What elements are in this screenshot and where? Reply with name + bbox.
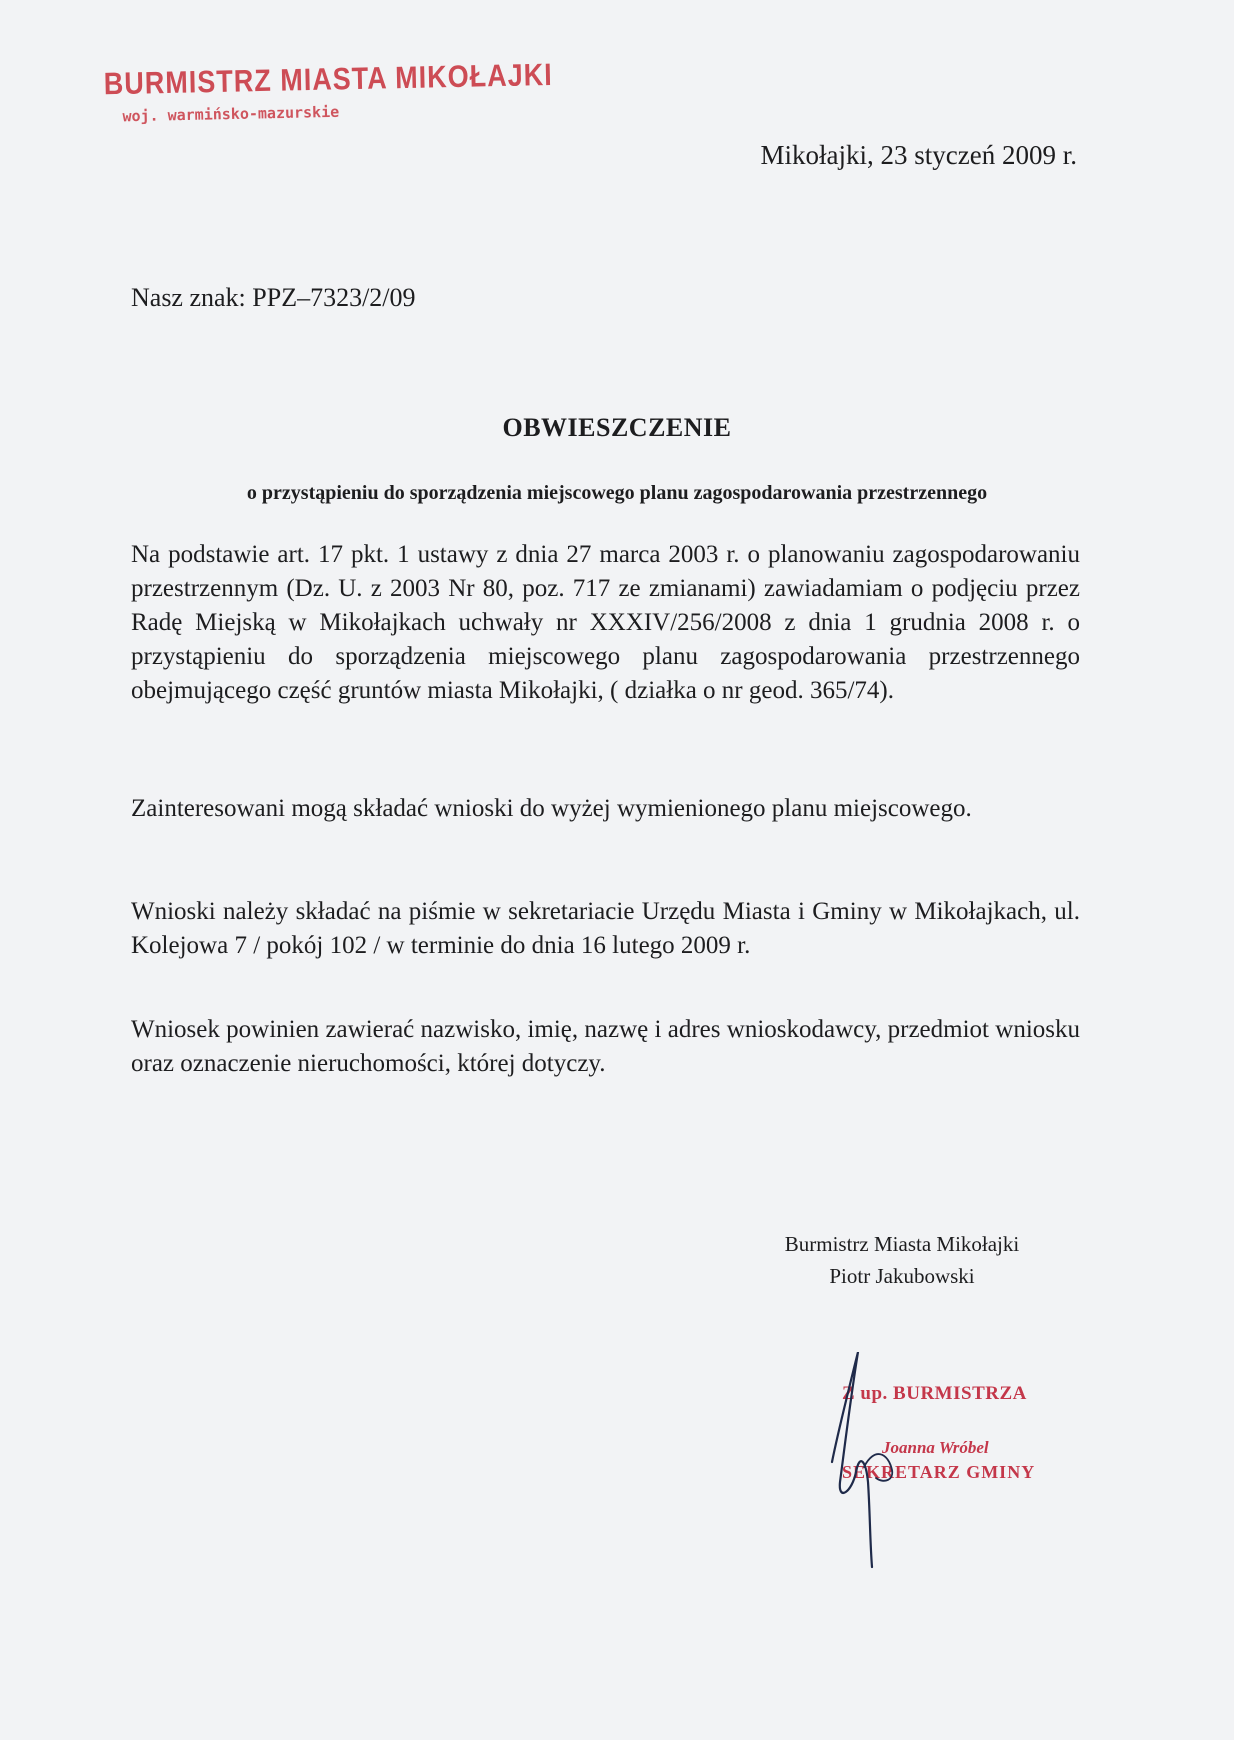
signatory-block [742, 1228, 1062, 1292]
body-paragraph-contents: Wniosek powinien zawierać nazwisko, imię, nazwę i adres wnioskodawcy, przedmiot wniosku oraz oznaczenie nieruchomości, której dotyczy. [131, 1016, 1080, 1077]
body-paragraph-legal-basis: Na podstawie art. 17 pkt. 1 ustawy z dnia 27 marca 2003 r. o planowaniu zagospodarowaniu przestrzennym (Dz. U. z 2003 Nr 80, poz. 717 ze zmianami) zawiadamiam o podjęciu przez Radę Miejską w Mikołajkach uchwały nr XXXIV/256/2008 z dnia 1 grudnia 2008 r. o przystąpieniu do sporządzenia miejscowego planu zagospodarowania przestrzennego obejmującego część gruntów miasta Mikołajki, ( działka o nr geod. 365/74). [131, 541, 1080, 704]
notice-title: OBWIESZCZENIE [502, 413, 732, 442]
place-date: Mikołajki, 23 styczeń 2009 r. [760, 140, 1077, 170]
office-stamp [103, 57, 553, 125]
authorization-stamp-line3: SEKRETARZ GMINY [842, 1462, 1036, 1482]
reference-number: Nasz znak: PPZ–7323/2/09 [131, 283, 416, 312]
stamp-title: BURMISTRZ MIASTA MIKOŁAJKI [103, 57, 554, 102]
signatory-name: Piotr Jakubowski [829, 1264, 975, 1288]
handwritten-signature [830, 1352, 920, 1572]
authorization-stamp-line2: Joanna Wróbel [882, 1438, 989, 1457]
body-paragraph-applications: Zainteresowani mogą składać wnioski do wyżej wymienionego planu miejscowego. [131, 795, 972, 822]
notice-subtitle: o przystąpieniu do sporządzenia miejscowego planu zagospodarowania przestrzennego [246, 482, 988, 504]
signatory-title: Burmistrz Miasta Mikołajki [784, 1232, 1020, 1256]
body-paragraph-submission: Wnioski należy składać na piśmie w sekretariacie Urzędu Miasta i Gminy w Mikołajkach, ul. Kolejowa 7 / pokój 102 / w terminie do dnia 16 lutego 2009 r. [131, 898, 1080, 959]
stamp-region: woj. warmińsko-mazurskie [122, 102, 340, 126]
authorization-stamp-line1: Z up. BURMISTRZA [842, 1383, 1027, 1404]
